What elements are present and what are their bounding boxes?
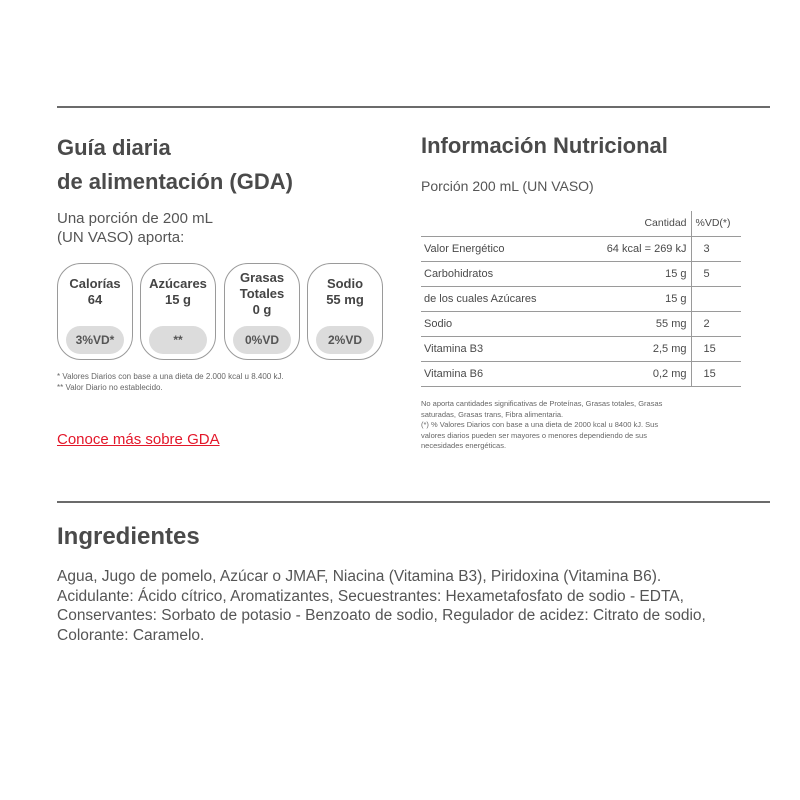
row-amount: 15 g <box>575 261 691 286</box>
row-amount: 64 kcal = 269 kJ <box>575 236 691 261</box>
nutrition-title: Información Nutricional <box>421 133 668 158</box>
top-divider <box>57 106 770 108</box>
gda-portion-line2: (UN VASO) aporta: <box>57 229 185 246</box>
gda-card-grasas <box>224 263 300 360</box>
nutrition-table-header <box>421 211 741 236</box>
row-name: Valor Energético <box>421 236 575 261</box>
gda-card-value: 0 g <box>252 302 272 317</box>
gda-cards <box>57 263 383 363</box>
row-name: Vitamina B3 <box>421 336 575 361</box>
header-vd: %VD(*) <box>691 211 741 236</box>
gda-card-sodio <box>307 263 383 360</box>
ingredients-title: Ingredientes <box>57 523 200 550</box>
row-vd: 5 <box>691 261 741 286</box>
gda-card-value: 64 <box>87 292 103 307</box>
gda-portion-line1: Una porción de 200 mL <box>57 210 213 227</box>
gda-card-badge: ** <box>149 326 207 354</box>
gda-card-label <box>308 276 382 308</box>
header-amount: Cantidad <box>575 211 691 236</box>
ingredients-text: Agua, Jugo de pomelo, Azúcar o JMAF, Niacina (Vitamina B3), Piridoxina (Vitamina B6). Acidulante: Ácido cítrico, Aromatizantes, Secuestrantes: Hexametafosfato de sodio - EDTA, Conservantes: Sorbato de potasio - Benzoato de sodio, Regulador de acidez: Citrato de sodio, Colorante: Caramelo. <box>57 568 706 644</box>
row-amount: 0,2 mg <box>575 361 691 386</box>
gda-title <box>57 131 377 199</box>
row-name: Carbohidratos <box>421 261 575 286</box>
gda-card-nutrient-cont: Totales <box>239 286 285 301</box>
row-name: Vitamina B6 <box>421 361 575 386</box>
row-name: de los cuales Azúcares <box>421 286 575 311</box>
row-vd: 2 <box>691 311 741 336</box>
gda-card-badge: 2%VD <box>316 326 374 354</box>
gda-card-nutrient: Azúcares <box>149 276 207 291</box>
table-row <box>421 311 741 336</box>
table-row <box>421 236 741 261</box>
gda-card-label <box>225 270 299 318</box>
nutrition-table <box>421 211 741 387</box>
table-row <box>421 286 741 311</box>
gda-card-value: 15 g <box>164 292 191 307</box>
gda-card-nutrient: Calorías <box>69 276 121 291</box>
nutrition-note: necesidades energéticas. <box>421 441 507 450</box>
gda-card-calorias <box>57 263 133 360</box>
row-amount: 15 g <box>575 286 691 311</box>
gda-title-line1: Guía diaria <box>57 135 171 160</box>
nutrition-note: No aporta cantidades significativas de Proteínas, Grasas totales, Grasas <box>421 399 663 408</box>
header-blank <box>421 211 575 236</box>
row-vd: 3 <box>691 236 741 261</box>
row-amount: 2,5 mg <box>575 336 691 361</box>
row-amount: 55 mg <box>575 311 691 336</box>
nutrition-footnotes <box>421 399 726 452</box>
gda-card-value: 55 mg <box>326 292 364 307</box>
section-divider <box>57 501 770 503</box>
nutrition-note: (*) % Valores Diarios con base a una dieta de 2000 kcal u 8400 kJ. Sus <box>421 420 659 429</box>
gda-card-label <box>141 276 215 308</box>
gda-card-badge: 0%VD <box>233 326 291 354</box>
table-row <box>421 361 741 386</box>
table-row <box>421 336 741 361</box>
gda-footnote-2: ** Valor Diario no establecido. <box>57 383 163 392</box>
nutrition-note: valores diarios pueden ser mayores o menores dependiendo de sus <box>421 430 647 440</box>
row-vd <box>691 286 741 311</box>
gda-card-badge: 3%VD* <box>66 326 124 354</box>
nutrition-portion: Porción 200 mL (UN VASO) <box>421 178 594 194</box>
nutrition-note: saturadas, Grasas trans, Fibra alimentaria. <box>421 409 564 419</box>
gda-footnote-1: * Valores Diarios con base a una dieta de 2.000 kcal u 8.400 kJ. <box>57 372 284 381</box>
row-vd: 15 <box>691 361 741 386</box>
gda-portion <box>57 209 213 247</box>
table-row <box>421 261 741 286</box>
row-vd: 15 <box>691 336 741 361</box>
gda-card-azucares <box>140 263 216 360</box>
row-name: Sodio <box>421 311 575 336</box>
gda-card-nutrient: Sodio <box>326 276 364 291</box>
gda-footnotes <box>57 371 284 393</box>
gda-learn-more-link[interactable]: Conoce más sobre GDA <box>57 431 220 448</box>
gda-title-line2: de alimentación (GDA) <box>57 169 293 194</box>
gda-card-label <box>58 276 132 308</box>
gda-card-nutrient: Grasas <box>239 270 285 285</box>
